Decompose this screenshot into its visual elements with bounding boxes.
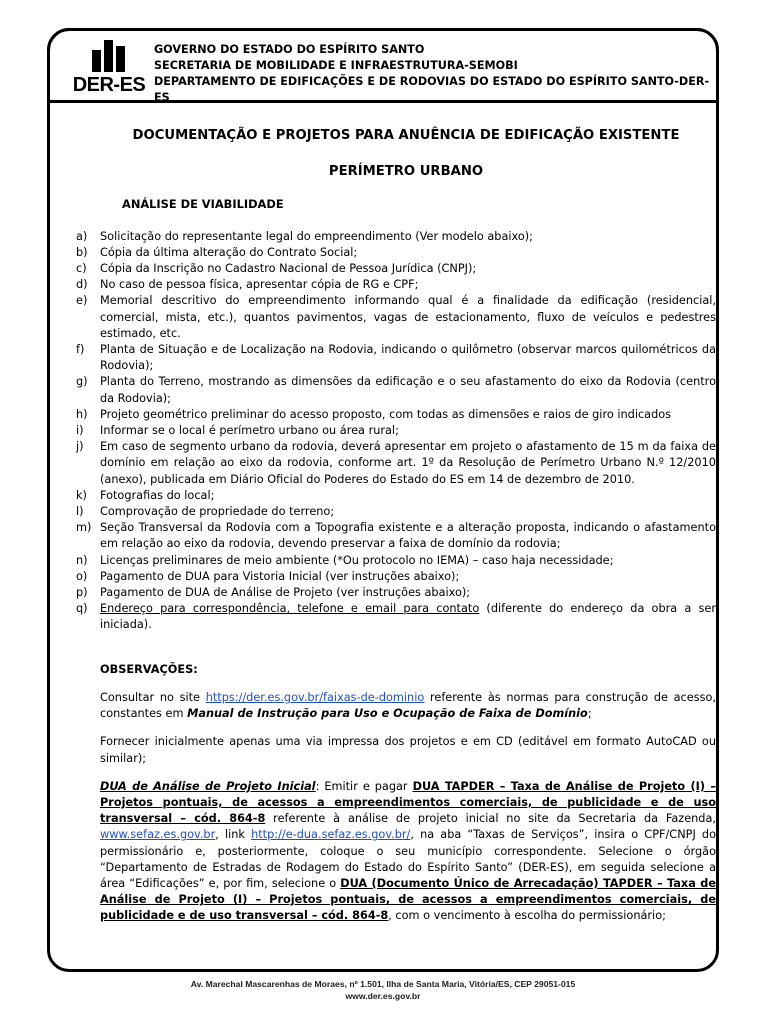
item-text: Fotografias do local; — [100, 488, 215, 502]
section-heading: ANÁLISE DE VIABILIDADE — [122, 197, 284, 212]
footer — [47, 978, 719, 1002]
item-text: Solicitação do representante legal do empreendimento (Ver modelo abaixo); — [100, 229, 533, 243]
item-text — [100, 601, 716, 633]
list-item — [76, 261, 716, 277]
e-dua-link[interactable]: http://e-dua.sefaz.es.gov.br/ — [251, 828, 411, 842]
item-label: o) — [76, 569, 88, 583]
item-text: Licenças preliminares de meio ambiente (*Ou protocolo no IEMA) – caso haja necessidade; — [100, 553, 614, 567]
list-item — [76, 520, 716, 552]
list-item — [76, 488, 716, 504]
observation-1 — [100, 690, 716, 722]
item-label: l) — [76, 505, 84, 519]
list-item — [76, 601, 716, 633]
list-item — [76, 439, 716, 488]
item-label: j) — [76, 440, 84, 454]
obs1-end: ; — [587, 707, 592, 721]
footer-site: www.der.es.gov.br — [345, 991, 421, 1001]
observation-3 — [100, 779, 716, 925]
item-label: d) — [76, 278, 88, 292]
item-text: Comprovação de propriedade do terreno; — [100, 505, 335, 519]
list-item — [76, 585, 716, 601]
list-item — [76, 245, 716, 261]
item-label: e) — [76, 294, 88, 308]
list-item — [76, 374, 716, 406]
item-label: b) — [76, 245, 88, 259]
building-icon — [92, 40, 126, 72]
item-text: Pagamento de DUA de Análise de Projeto (ver instruções abaixo); — [100, 586, 471, 600]
header-line-secretariat: SECRETARIA DE MOBILIDADE E INFRAESTRUTURA-SEMOBI — [154, 59, 518, 72]
obs3-t4: , na aba “Taxas de Serviços”, insira o CPF/CNPJ do permissionário e, posteriormente, coloque o seu município correspondente. Selecione o órgão “Departamento de Estradas de Rodagem do Estado do Espírito Santo” (DER-ES), em seguida selecione a área “Edificações” e, por fim, selecione o — [100, 828, 716, 890]
contact-underlined: Endereço para correspondência, telefone e email para contato — [100, 602, 480, 616]
sefaz-link[interactable]: www.sefaz.es.gov.br — [100, 828, 216, 842]
item-text: Projeto geométrico preliminar do acesso proposto, com todas as dimensões e raios de giro indicados — [100, 407, 672, 421]
tax-code-2: DUA (Documento Único de Arrecadação) TAPDER – Taxa de Análise de Projeto (I) – Projetos pontuais, de acessos a empreendimentos comerciais, de publicidade e de uso transversal – cód. 864-8 — [100, 876, 716, 923]
item-text: Informar se o local é perímetro urbano ou área rural; — [100, 424, 399, 438]
list-item — [76, 229, 716, 245]
item-label: p) — [76, 586, 88, 600]
header-line-department: DEPARTAMENTO DE EDIFICAÇÕES E DE RODOVIAS DO ESTADO DO ESPÍRITO SANTO-DER-ES — [154, 75, 710, 104]
obs1-pre: Consultar no site — [100, 690, 206, 704]
logo-text: DER-ES — [72, 74, 146, 96]
item-label: q) — [76, 602, 88, 616]
item-label: m) — [76, 521, 92, 535]
item-label: c) — [76, 262, 87, 276]
document-body — [76, 128, 716, 937]
requirements-list-last — [76, 601, 716, 633]
obs3-t5: , com o vencimento à escolha do permissionário; — [388, 909, 666, 923]
item-text: Planta do Terreno, mostrando as dimensões da edificação e o seu afastamento do eixo da Rodovia (centro da Rodovia); — [100, 375, 716, 405]
observation-2: Fornecer inicialmente apenas uma via impressa dos projetos e em CD (editável em formato AutoCAD ou similar); — [100, 735, 716, 765]
footer-address: Av. Marechal Mascarenhas de Moraes, nº 1.501, Ilha de Santa Maria, Vitória/ES, CEP 29051-015 — [190, 979, 576, 989]
list-item — [76, 293, 716, 342]
item-text: No caso de pessoa física, apresentar cópia de RG e CPF; — [100, 278, 419, 292]
list-item — [76, 423, 716, 439]
item-text: Cópia da última alteração do Contrato Social; — [100, 245, 358, 259]
item-label: i) — [76, 424, 84, 438]
obs3-t3: , link — [215, 828, 252, 842]
tax-code-1: DUA TAPDER – Taxa de Análise de Projeto (I) – Projetos pontuais, de acessos a empreendimentos comerciais, de publicidade e de uso transversal – cód. 864-8 — [100, 779, 716, 826]
faixas-dominio-link[interactable]: https://der.es.gov.br/faixas-de-dominio — [205, 690, 425, 704]
contact-rest: (diferente do endereço da obra a ser iniciada). — [100, 602, 716, 632]
item-text: Seção Transversal da Rodovia com a Topografia existente e a alteração proposta, indicando o afastamento em relação ao eixo da rodovia, devendo preservar a faixa de domínio da rodovia; — [100, 521, 716, 551]
government-header — [154, 42, 714, 106]
item-label: k) — [76, 488, 87, 502]
item-text: Planta de Situação e de Localização na Rodovia, indicando o quilômetro (observar marcos quilométricos da Rodovia); — [100, 343, 716, 373]
list-item — [76, 277, 716, 293]
item-text: Memorial descritivo do empreendimento informando qual é a finalidade da edificação (residencial, comercial, mista, etc.), quantos pavimentos, vagas de estacionamento, fluxo de veículos e pedestres estimado, etc. — [100, 294, 716, 340]
document-title: DOCUMENTAÇÃO E PROJETOS PARA ANUÊNCIA DE EDIFICAÇÃO EXISTENTE — [132, 128, 680, 143]
document-subtitle: PERÍMETRO URBANO — [328, 164, 484, 180]
item-text: Pagamento de DUA para Vistoria Inicial (ver instruções abaixo); — [100, 569, 460, 583]
item-label: a) — [76, 229, 88, 243]
item-text: Em caso de segmento urbano da rodovia, deverá apresentar em projeto o afastamento de 15 m da faixa de domínio em relação ao eixo da rodovia, conforme art. 1º da Resolução de Perímetro Urbano N.º 12/2010 (anexo), publicada em Diário Oficial do Poderes do Estado do ES em 14 de dezembro de 2010. — [100, 440, 716, 486]
header-line-government: GOVERNO DO ESTADO DO ESPÍRITO SANTO — [154, 43, 425, 56]
item-text: Cópia da Inscrição no Cadastro Nacional de Pessoa Jurídica (CNPJ); — [100, 262, 477, 276]
obs3-t2: referente à análise de projeto inicial no site da Secretaria da Fazenda, — [265, 812, 716, 826]
der-es-logo — [70, 40, 148, 98]
list-item — [76, 342, 716, 374]
dua-lead: DUA de Análise de Projeto Inicial — [100, 779, 316, 793]
obs3-t1: : Emitir e pagar — [315, 779, 413, 793]
requirements-list — [76, 229, 716, 602]
item-label: n) — [76, 553, 88, 567]
list-item — [76, 569, 716, 585]
item-label: g) — [76, 375, 88, 389]
obs1-mid: referente às normas para construção de acesso, constantes em — [100, 690, 716, 721]
item-label: f) — [76, 343, 85, 357]
item-label: h) — [76, 407, 88, 421]
manual-title: Manual de Instrução para Uso e Ocupação de Faixa de Domínio — [187, 707, 588, 721]
list-item — [76, 553, 716, 569]
observations-heading: OBSERVAÇÕES: — [100, 662, 198, 676]
list-item — [76, 504, 716, 520]
list-item — [76, 407, 716, 423]
